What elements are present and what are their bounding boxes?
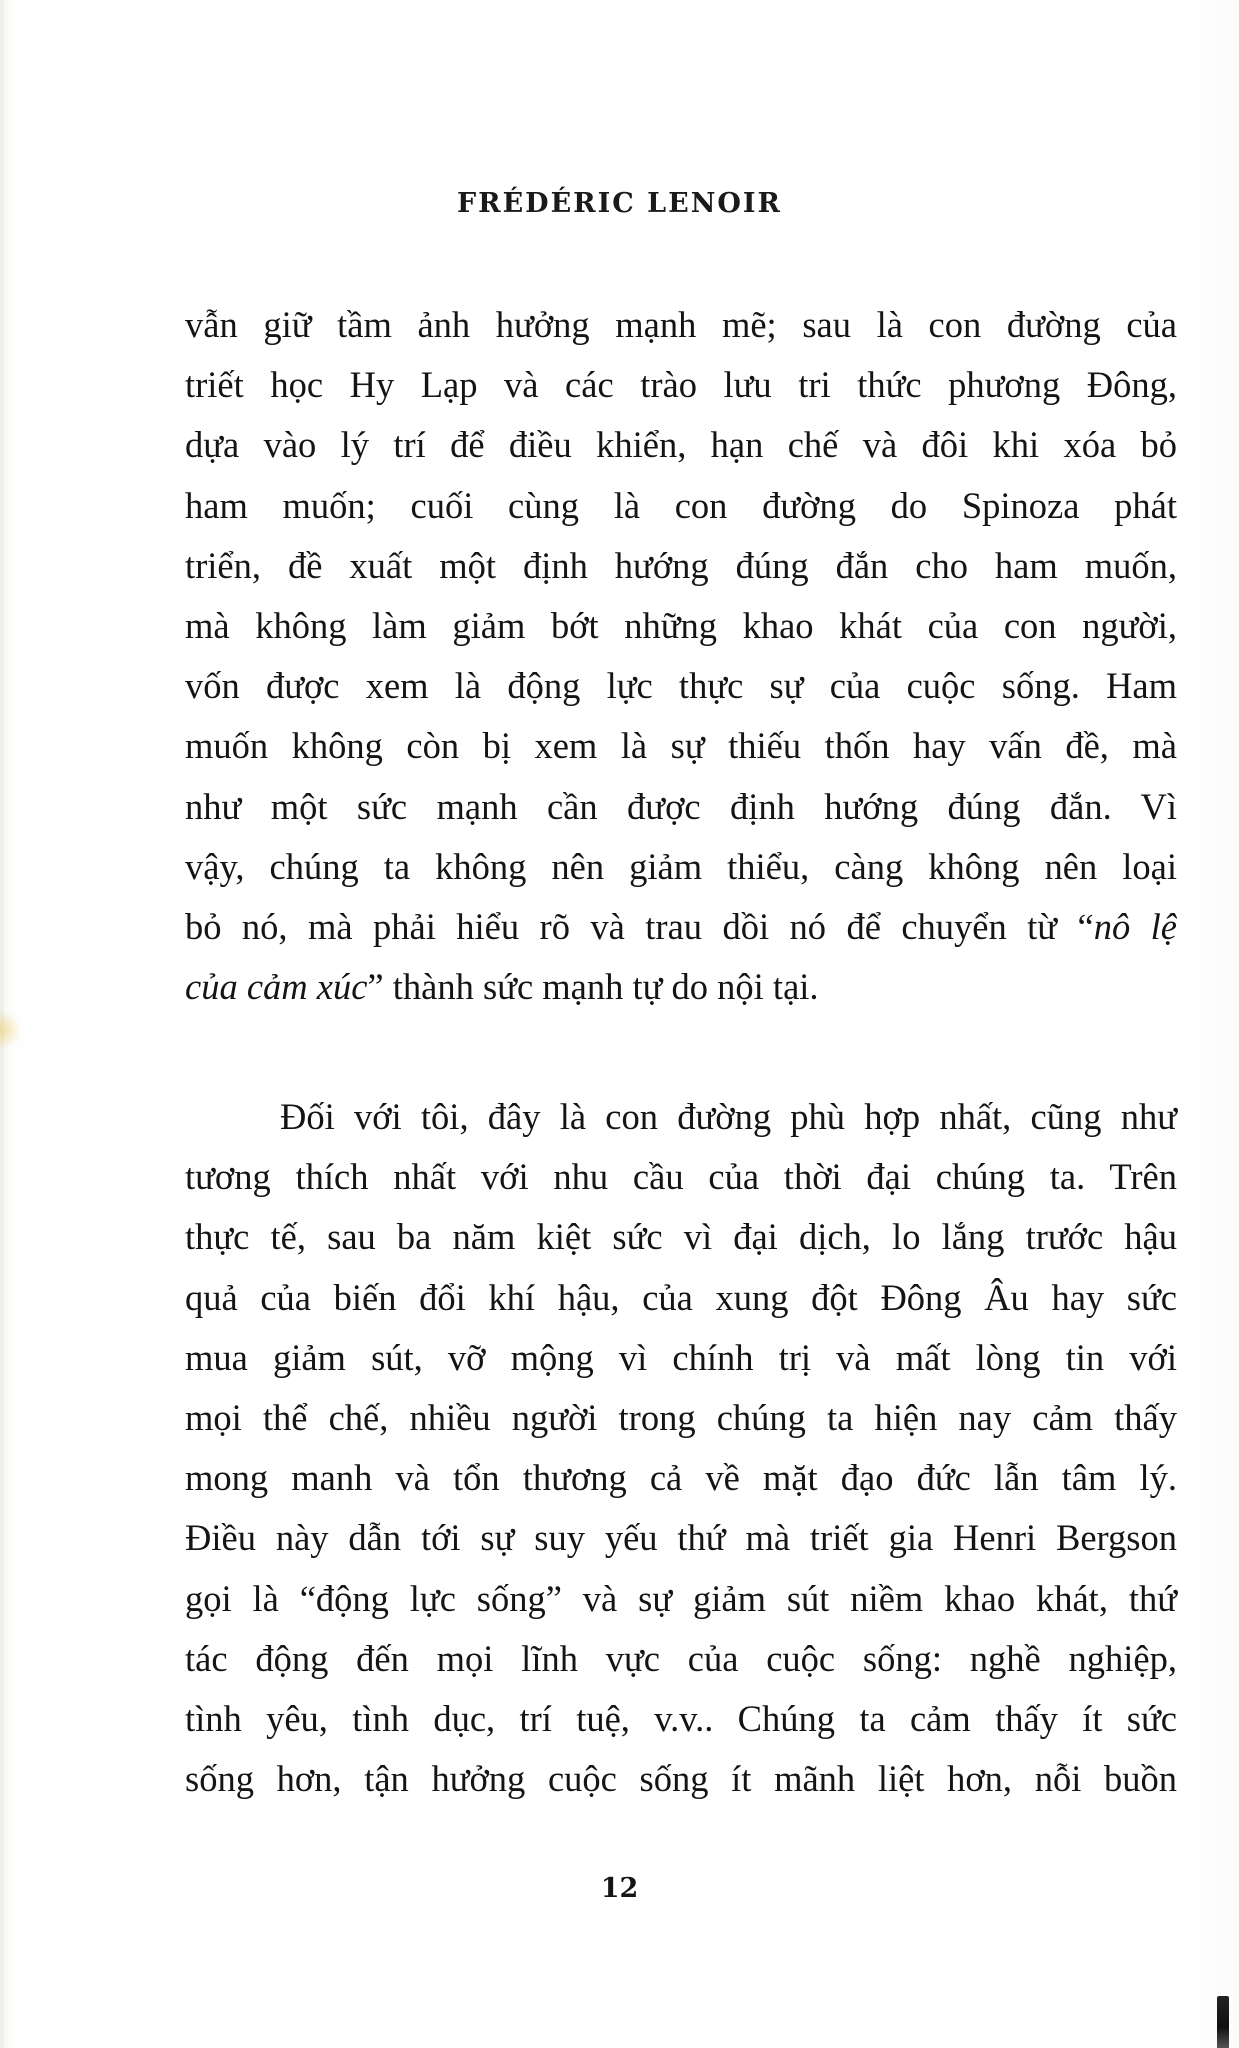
text-line: vốn được xem là động lực thực sự của cuộc sống. Ham [185,665,1177,707]
text-line: mong manh và tổn thương cả về mặt đạo đức lẫn tâm lý. [185,1457,1177,1499]
text-line: triển, đề xuất một định hướng đúng đắn cho ham muốn, [185,544,1177,586]
scan-smudge [0,1010,22,1050]
scan-corner-mark [1217,1996,1229,2048]
text-line: dựa vào lý trí để điều khiển, hạn chế và đôi khi xóa bỏ [185,424,1177,466]
text-line: muốn không còn bị xem là sự thiếu thốn hay vấn đề, mà [185,725,1177,767]
text-line: vậy, chúng ta không nên giảm thiểu, càng không nên loại [185,845,1177,887]
text-line: mà không làm giảm bớt những khao khát của con người, [185,604,1177,646]
text-line: Điều này dẫn tới sự suy yếu thứ mà triết gia Henri Bergson [185,1517,1177,1559]
text-line [185,897,1177,957]
text-line: thực tế, sau ba năm kiệt sức vì đại dịch, lo lắng trước hậu [185,1216,1177,1258]
text-line: quả của biến đổi khí hậu, của xung đột Đông Âu hay sức [185,1276,1177,1318]
page-number: 12 [600,1873,639,1904]
paragraph-1 [185,295,1177,1017]
italic-phrase: nô lệ [1093,905,1177,947]
text-line: mua giảm sút, vỡ mộng vì chính trị và mất lòng tin với [185,1336,1177,1378]
text-line: gọi là “động lực sống” và sự giảm sút niềm khao khát, thứ [185,1577,1177,1619]
text-line: như một sức mạnh cần được định hướng đúng đắn. Vì [185,785,1177,827]
text-line: sống hơn, tận hưởng cuộc sống ít mãnh liệt hơn, nỗi buồn [185,1758,1177,1800]
text-line: Đối với tôi, đây là con đường phù hợp nhất, cũng như [280,1096,1177,1137]
text-line: triết học Hy Lạp và các trào lưu tri thức phương Đông, [185,364,1177,406]
italic-phrase: của cảm xúc [185,966,368,1008]
text-line: tương thích nhất với nhu cầu của thời đại chúng ta. Trên [185,1156,1177,1198]
text-line [185,957,1177,1017]
text-line: mọi thể chế, nhiều người trong chúng ta hiện nay cảm thấy [185,1396,1177,1438]
text-line: vẫn giữ tầm ảnh hưởng mạnh mẽ; sau là con đường của [185,304,1177,345]
paragraph-2 [185,1087,1177,1809]
text-run: ” thành sức mạnh tự do nội tại. [367,966,819,1008]
running-header: FRÉDÉRIC LENOIR [457,188,782,219]
text-line: tác động đến mọi lĩnh vực của cuộc sống: nghề nghiệp, [185,1637,1177,1679]
text-line: tình yêu, tình dục, trí tuệ, v.v.. Chúng ta cảm thấy ít sức [185,1697,1177,1739]
text-line: ham muốn; cuối cùng là con đường do Spinoza phát [185,484,1177,526]
text-run: bỏ nó, mà phải hiểu rõ và trau dồi nó để chuyển từ “ [185,905,1094,947]
